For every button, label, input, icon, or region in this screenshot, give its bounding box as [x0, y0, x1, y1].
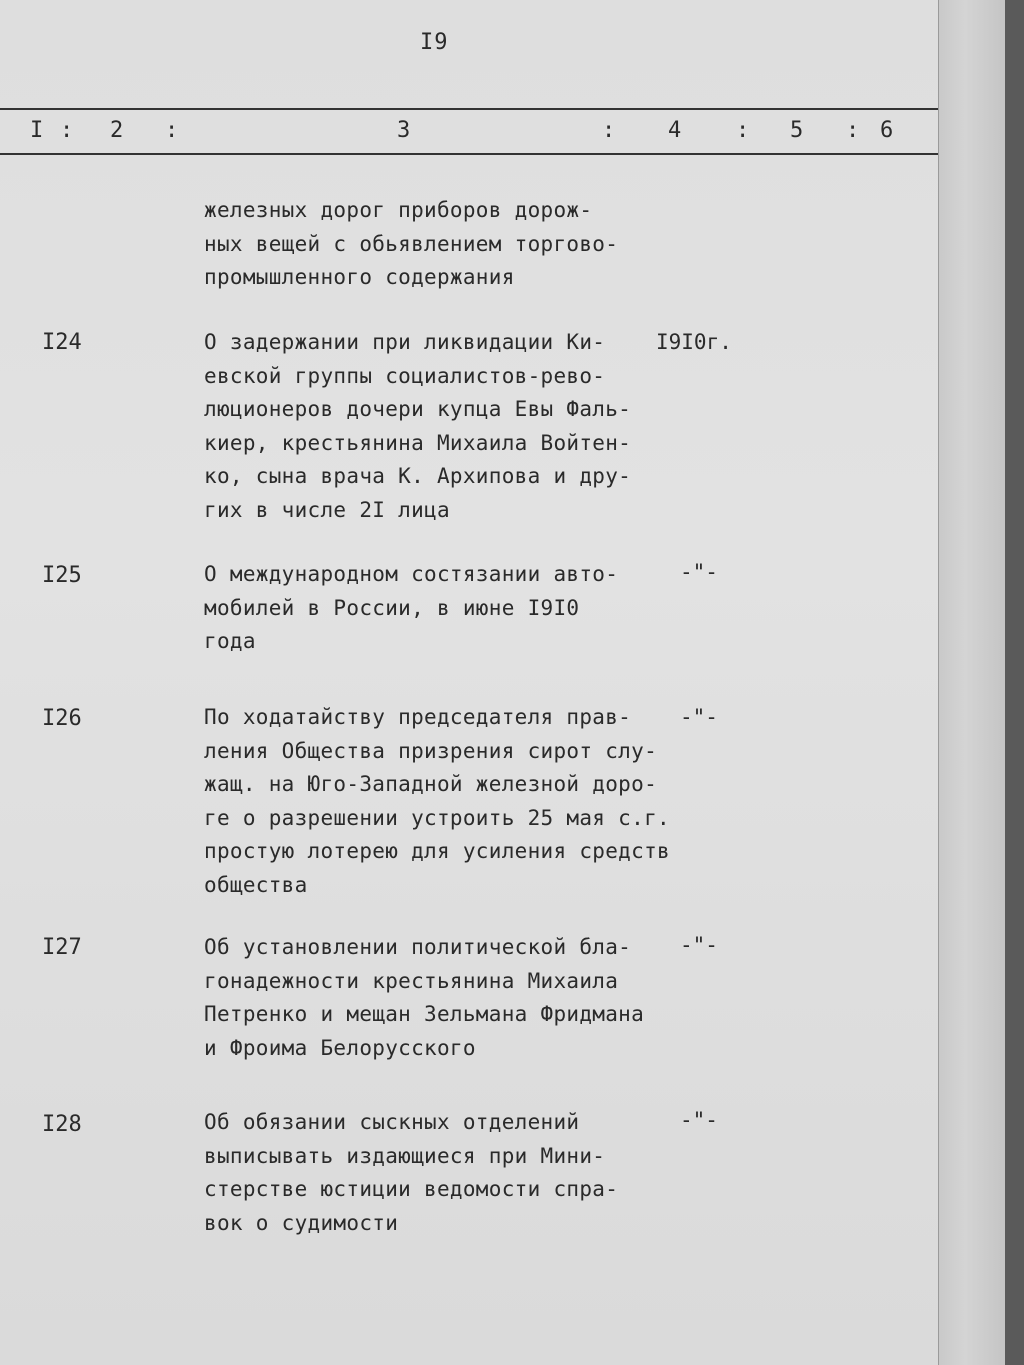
entry-number: I27: [42, 935, 82, 960]
column-header-3: 3: [397, 118, 411, 143]
page-number: I9: [420, 30, 449, 55]
column-separator: :: [736, 118, 750, 143]
background-shadow: [1005, 0, 1024, 1365]
entry-description: Об обязании сыскных отделений выписывать издающиеся при Мини- стерстве юстиции ведомости спра- вок о судимости: [204, 1110, 619, 1235]
continuation-text: железных дорог приборов дорож- ных вещей с обьявлением торгово- промышленного содержания: [204, 198, 619, 289]
column-separator: :: [60, 118, 74, 143]
entry-date: -"-: [680, 560, 718, 584]
entry-description: О задержании при ликвидации Ки- евской группы социалистов-рево- люционеров дочери купца Евы Фаль- киер, крестьянина Михаила Войтен- ко, сына врача К. Архипова и дру- гих в числе 2I лица: [204, 330, 632, 522]
column-header-4: 4: [668, 118, 682, 143]
entry-date: -"-: [680, 933, 718, 957]
column-header-1: I: [30, 118, 44, 143]
column-header-row: [0, 118, 960, 150]
column-separator: :: [165, 118, 179, 143]
entry-date: -"-: [680, 705, 718, 729]
entry-number: I25: [42, 563, 82, 588]
entry-description: Об установлении политической бла- гонадежности крестьянина Михаила Петренко и мещан Зельмана Фридмана и Фроима Белорусского: [204, 935, 645, 1060]
column-header-6: 6: [880, 118, 894, 143]
column-header-2: 2: [110, 118, 124, 143]
column-separator: :: [602, 118, 616, 143]
entry-number: I24: [42, 330, 82, 355]
entry-date: I9I0г.: [656, 330, 732, 354]
header-bottom-rule: [0, 153, 945, 155]
column-header-5: 5: [790, 118, 804, 143]
header-top-rule: [0, 108, 940, 110]
entry-date: -"-: [680, 1108, 718, 1132]
entry-description: О международном состязании авто- мобилей в России, в июне I9I0 года: [204, 562, 619, 653]
column-separator: :: [846, 118, 860, 143]
entry-number: I28: [42, 1112, 82, 1137]
entry-number: I26: [42, 706, 82, 731]
entry-description: По ходатайству председателя прав- ления Общества призрения сирот слу- жащ. на Юго-Западной железной доро- ге о разрешении устроить 25 мая с.г. простую лотерею для усиления средств общества: [204, 705, 670, 897]
